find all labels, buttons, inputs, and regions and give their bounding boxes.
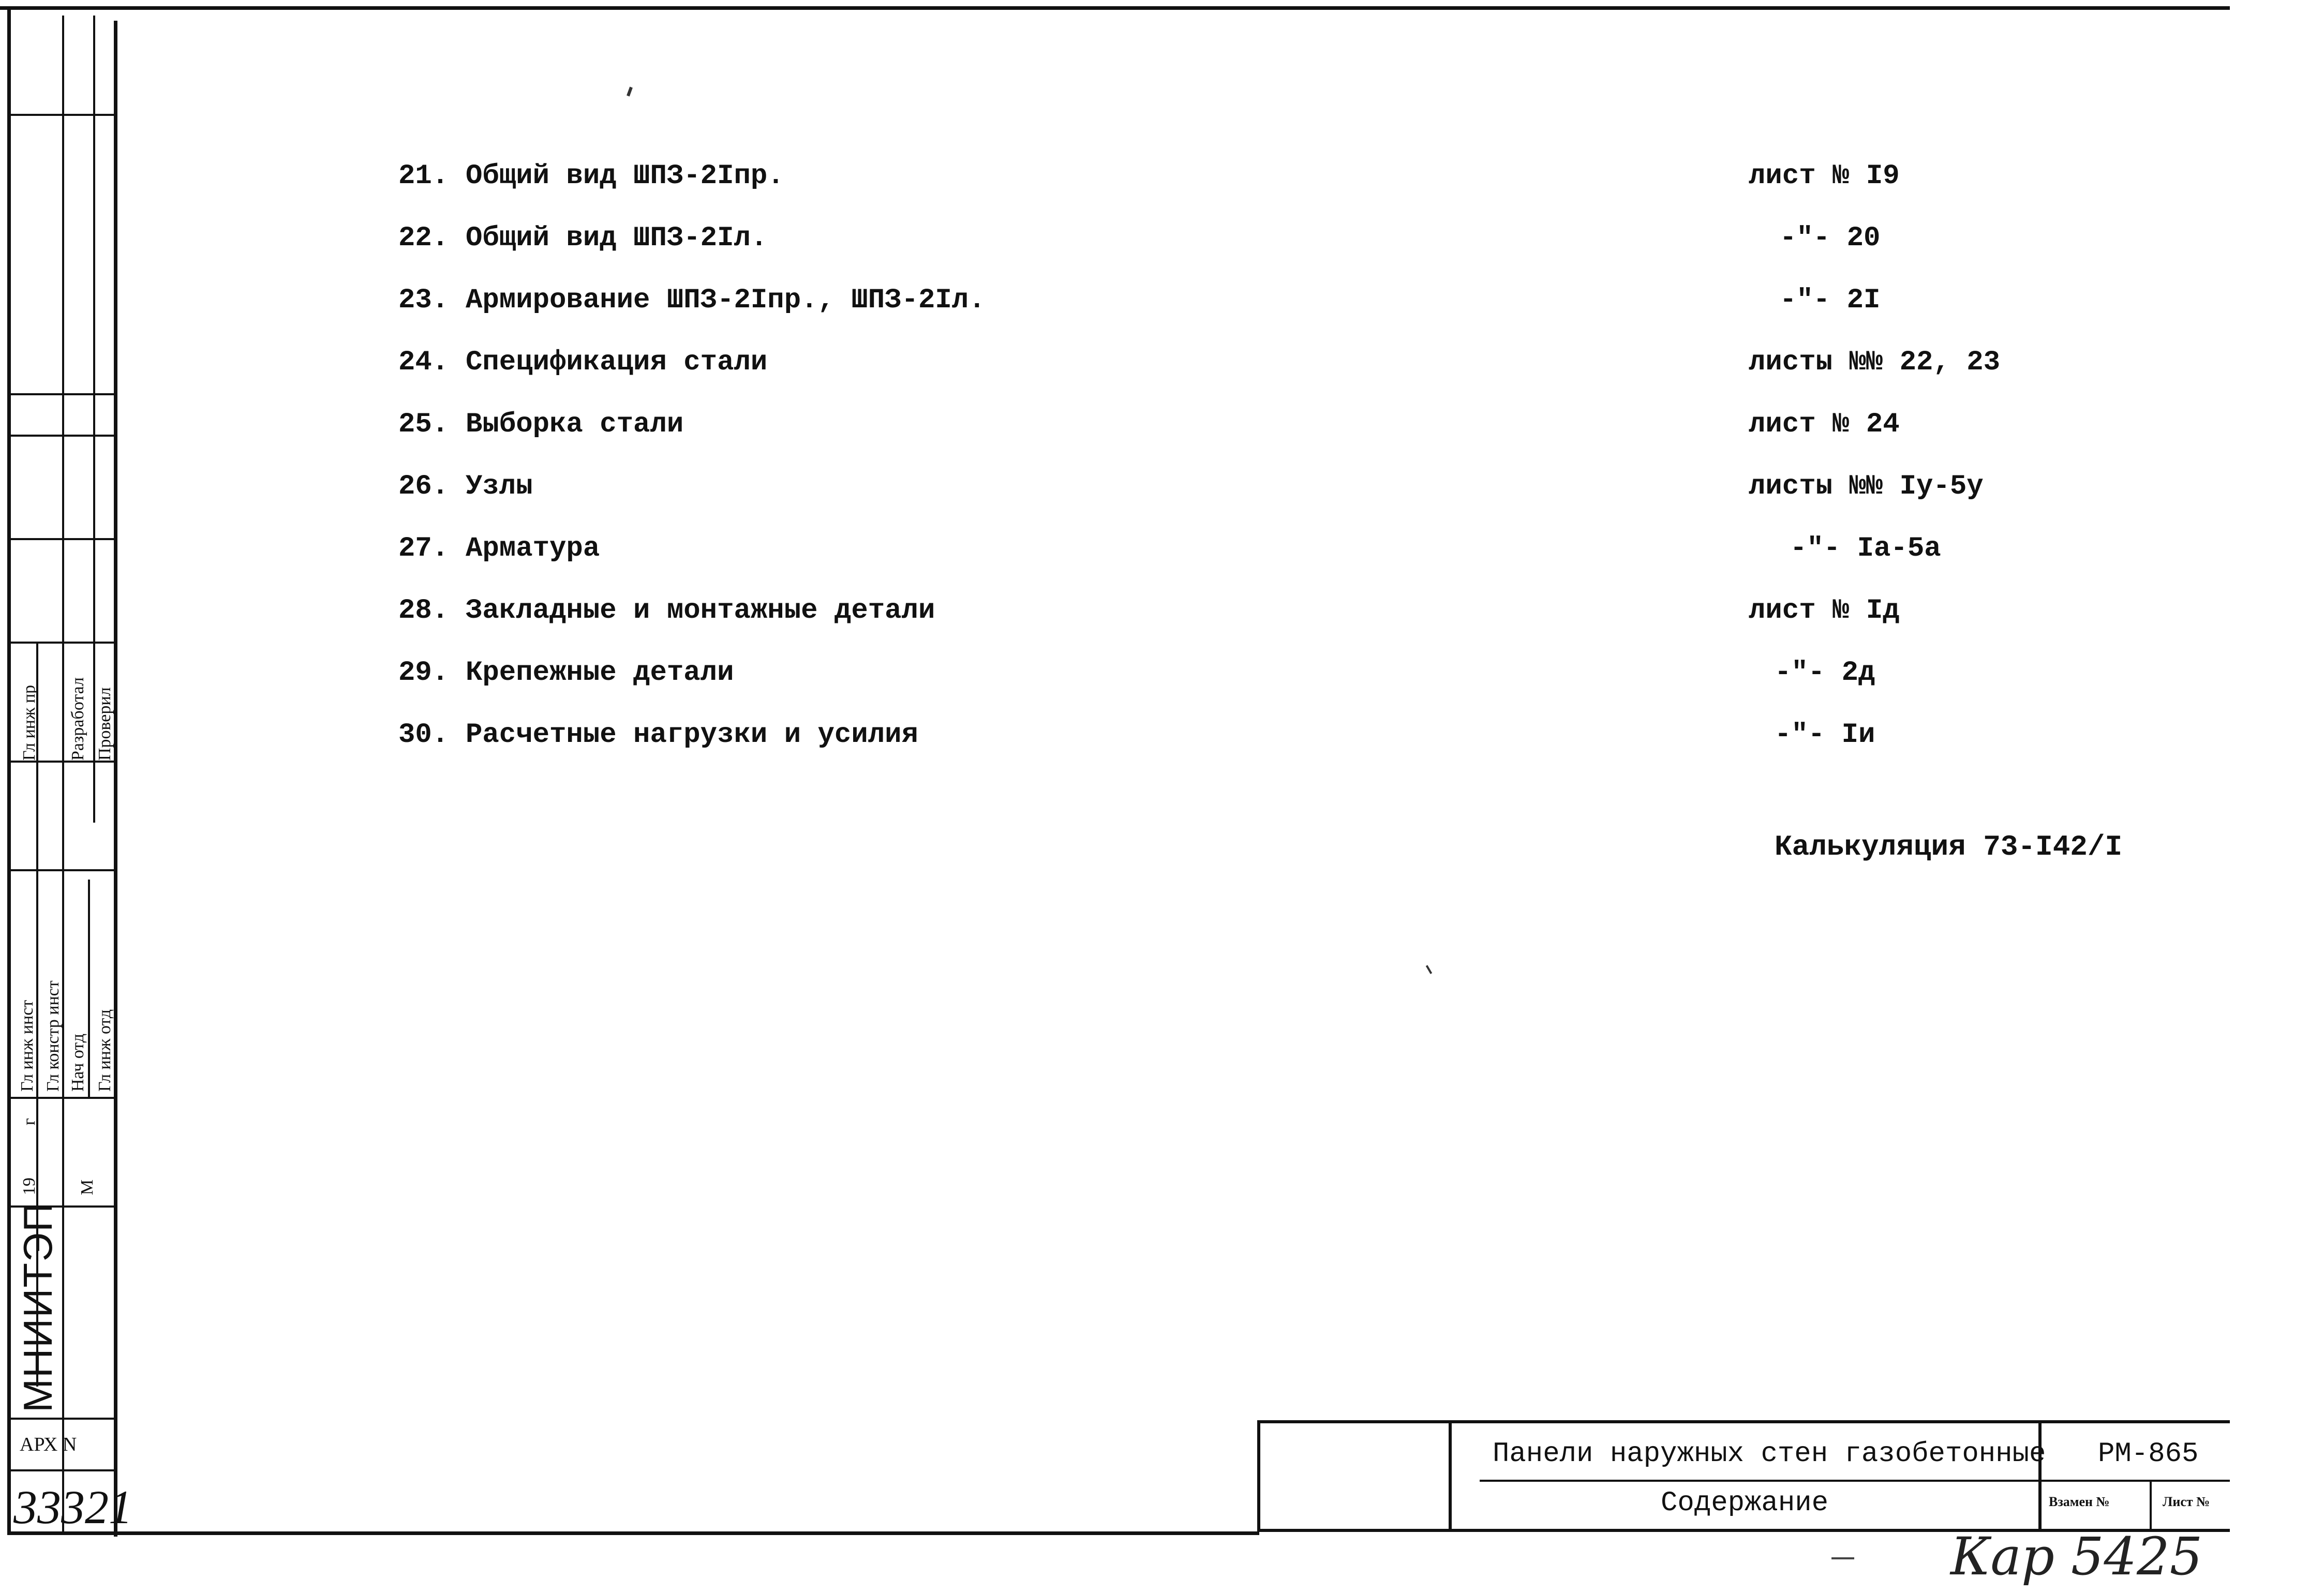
sidebar-rule (10, 1097, 114, 1099)
list-item: 24. Спецификация стали (398, 347, 768, 378)
scale-label: М (78, 1179, 97, 1195)
ink-mark (1426, 965, 1432, 974)
list-item-ref: -"- 20 (1780, 222, 1881, 254)
list-item-ref: -"- 2I (1780, 285, 1881, 316)
list-item: 22. Общий вид ШПЗ-2Iл. (398, 222, 768, 254)
title-block-divider (1257, 1420, 1260, 1532)
list-item-ref: лист № 24 (1749, 409, 1900, 440)
sidebar-divider (88, 880, 90, 1097)
list-item: 23. Армирование ШПЗ-2Iпр., ШПЗ-2Iл. (398, 285, 986, 316)
list-item-ref: лист № Iд (1749, 595, 1900, 627)
calculation-reference: Калькуляция 73-I42/I (1775, 830, 2123, 864)
list-item-ref: лист № I9 (1749, 160, 1900, 192)
role-department-head: Нач отд (68, 1033, 87, 1092)
role-checked-by: Проверил (95, 687, 114, 761)
sidebar-rule (10, 393, 114, 395)
list-item: 28. Закладные и монтажные детали (398, 595, 935, 627)
list-item-ref: -"- 2д (1775, 657, 1875, 689)
sheet-label: Лист № (2163, 1494, 2210, 1509)
title-block-divider (2038, 1420, 2042, 1532)
role-chief-engineer-department: Гл инж отд (95, 1009, 114, 1092)
handwritten-note: Кар 5425 (1950, 1526, 2203, 1587)
institute-name: МНИИТЭП (15, 1201, 61, 1412)
role-chief-constructor-institute: Гл констр инст (43, 980, 63, 1092)
sidebar-rule (10, 538, 114, 540)
ink-mark (627, 87, 633, 97)
frame-inner-left-line (114, 21, 117, 1537)
title-block-mid-line (1480, 1480, 2230, 1482)
list-item: 29. Крепежные детали (398, 657, 734, 689)
drawing-subtitle: Содержание (1661, 1487, 1829, 1519)
sidebar-rule (10, 1469, 114, 1471)
list-item-ref: листы №№ 22, 23 (1749, 347, 2001, 378)
replace-label: Взамен № (2049, 1494, 2110, 1509)
sidebar-rule (10, 869, 114, 871)
role-developed-by: Разработал (68, 677, 87, 761)
document-code: РМ-865 (2098, 1438, 2199, 1470)
pencil-dash (1831, 1557, 1854, 1559)
archive-number: 33321 (13, 1481, 132, 1534)
list-item: 21. Общий вид ШПЗ-2Iпр. (398, 160, 784, 192)
frame-top-line (0, 6, 2230, 10)
list-item-ref: -"- Iа-5а (1790, 533, 1941, 564)
frame-bottom-line (7, 1531, 1259, 1535)
year-suffix: г (20, 1118, 39, 1125)
sidebar-rule (10, 114, 114, 116)
sidebar-rule (10, 761, 114, 763)
title-block-divider (1449, 1420, 1452, 1532)
archive-label: АРХ N (20, 1434, 77, 1455)
title-block-divider (2150, 1480, 2152, 1531)
year-field: 19 (20, 1178, 39, 1195)
sidebar-rule (10, 642, 114, 644)
list-item: 26. Узлы (398, 471, 533, 502)
title-block-top-line (1257, 1420, 2230, 1423)
list-item: 30. Расчетные нагрузки и усилия (398, 719, 918, 751)
list-item-ref: листы №№ Iу-5у (1749, 471, 1984, 502)
role-chief-engineer-institute: Гл инж инст (18, 1000, 37, 1092)
sidebar-rule (10, 435, 114, 437)
drawing-title: Панели наружных стен газобетонные (1493, 1438, 2046, 1470)
role-chief-engineer-project: Гл инж пр (20, 684, 39, 761)
list-item: 25. Выборка стали (398, 409, 684, 440)
sidebar-divider (62, 16, 64, 1531)
frame-left-line (7, 6, 11, 1535)
sidebar-rule (10, 1418, 114, 1420)
list-item-ref: -"- Iи (1775, 719, 1875, 751)
list-item: 27. Арматура (398, 533, 600, 564)
